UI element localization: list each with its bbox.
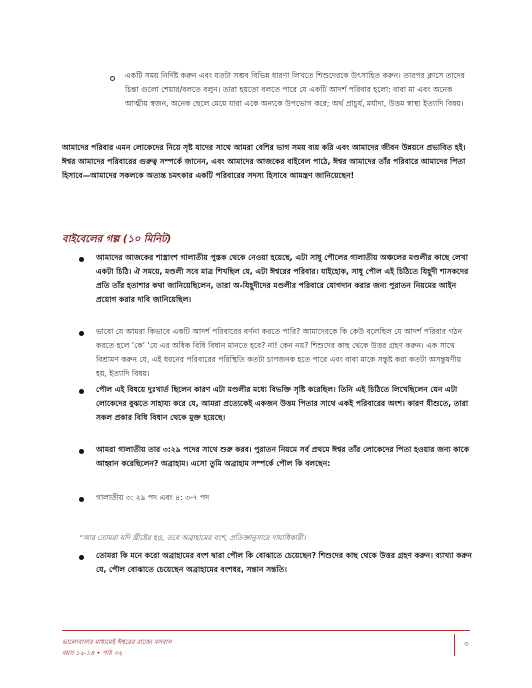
- bullet-2-text: ভাবো যে আমরা কিভাবে একটি আদর্শ পরিবারের বর্ণনা করতে পারি? আমাদেরকে কি কেউ বলেছিল যে আদর্শ পরিবার গঠন করতে হলে ‘কে’ ‘যে এর অধিক বিধি বিধান মানতে হবে? না! কেন নয়? শিশুদের কাছ থেকে উত্তর গ্রহণ করুন। এক সাথে বিশ্রামণ করুন যে, এই ধরনের পরিবারের পরিস্থিতি কতটা চাপজনক হতে পারে এবং বাবা মাকে সন্তুষ্ট করা কতটা অসন্তুষণীয় হয়, ইত্যাদি বিষয়।: [96, 327, 463, 378]
- footer-vertical-divider: [454, 634, 455, 656]
- circle-bullet-icon: [110, 76, 115, 81]
- bullet-icon: [79, 331, 84, 336]
- bullet-icon: [79, 555, 84, 560]
- bullet-4-text: আমরা গালাতীয় তার ৩:২৯ পদের সাথে শুরু করব। পুরাতন নিয়মে সর্ব প্রথমে ঈশ্বর তাঁর লোকেদের পিতা হওয়ার জন্য কাকে আহ্বান করেছিলেন? অব্রাহাম। এসো তুমি অব্রাহাম সম্পর্কে পৌল কি বলছেন:: [96, 445, 470, 468]
- bullet-icon: [79, 257, 84, 262]
- footer-subtitle: বয়স ১২-১৪ • পাঠ ৩২: [62, 649, 123, 657]
- section-heading: বাইবেলের গল্প (১০ মিনিট): [62, 234, 172, 245]
- bullet-5-text: গালাতীয় ৩: ২৯ পদ এবং ৪: ৩-৭ পদ: [96, 493, 210, 502]
- intro-paragraph: আমাদের পরিবার এমন লোকেদের নিয়ে সৃষ্ট যাদের সাথে আমরা বেশির ভাগ সময় ব্যয় করি এবং আমাদের জীবন উন্নয়নে প্রভাবিত হই। ঈশ্বর আমাদের পরিবারের গুরুত্ব সম্পর্কে জানেন, এবং আমাদের আজকের বাইবেল পাঠে, ঈশ্বর আমাদের তাঁর পরিবারে আমাদের পিতা হিসাবে—আমাদের সকলকে অত্যন্ত চমৎকার একটি পরিবারের সদস্য হিসাবে আমন্ত্রণ জানিয়েছেন!: [62, 143, 466, 180]
- scripture-quote: “আর তোমরা যদি খ্রীষ্টের হও, তবে অব্রাহামের বংশ, প্রতিজ্ঞানুসারে দায়াধিকারী।: [79, 533, 306, 542]
- bullet-icon: [79, 449, 84, 454]
- footer-divider: [62, 630, 470, 631]
- page-number: ৩: [464, 640, 469, 648]
- bullet-1-text: আমাদের আজকের শাস্ত্রাংশ গালাতীয় পুস্তক থেকে নেওয়া হয়েছে, এটা সাধু পৌলের গালাতীয় অঞ্চলের মণ্ডলীর কাছে লেখা একটা চিঠি। ঐ সময়ে, মণ্ডলী সবে মাত্র শিখছিল যে, এটা ঈশ্বরের পরিবার। যাইহোক, সাধু পৌল এই চিঠিতে যিহূদী শাসকদের প্রতি তাঁর হতাশার কথা জানিয়েছিলেন, তারা অ-যিহূদীদের মণ্ডলীর পরিবারে যোগদান করার জন্য পুরাতন নিয়মের আইন প্রয়োগ করার দাবি জানিয়েছিল।: [96, 253, 469, 304]
- bullet-icon: [79, 389, 84, 394]
- footer-title: ভালোবাসার মাধ্যমেই ঈশ্বরের রাজ্যে বসবাস: [62, 638, 172, 646]
- intro-bullet-text: একটি সময় নির্দিষ্ট করুন এবং যতটা সম্ভব বিভিন্ন ধারণা লিখতে শিশুদেরকে উৎসাহিত করুন। তারপর ক্লাসে তাদের চিন্তা গুলো শেয়ার/বলতে বলুন। তারা হয়তো বলতে পারে যে একটি আদর্শ পরিবার হলো: বাবা মা এবং অনেক আত্মীয় স্বজন, অনেক ছেলে মেয়ে যারা একে অন্যকে উপভোগ করে; অর্থ প্রাচুর্য, মর্যাদা, উত্তম স্বাস্থ্য ইত্যাদি বিষয়।: [125, 71, 465, 108]
- bullet-icon: [79, 497, 84, 502]
- bullet-3-text: পৌল এই বিষয়ে দুঃখার্ত ছিলেন কারণ এটা মণ্ডলীর মধ্যে বিভক্তি সৃষ্টি করেছিল। তিনি এই চিঠিতে লিখেছিলেন যেন এটা লোকেদের বুঝতে সাহায্য করে যে, আমরা প্রত্যেকেই একজন উত্তম পিতার সাথে একই পরিবারের অংশ। কারণ যীশুতে, তারা সকল প্রকার বিধি বিধান থেকে মুক্ত হয়েছে।: [96, 385, 469, 422]
- bullet-6-text: তোমরা কি মনে করো অব্রাহামের বংশ দ্বারা পৌল কি বোঝাতে চেয়েছেন? শিশুদের কাছ থেকে উত্তর গ্রহণ করুন। ব্যাখ্যা করুন যে, পৌল বোঝাতে চেয়েছেন অব্রাহামের বংশধর, সন্তান সন্ততি।: [96, 551, 472, 574]
